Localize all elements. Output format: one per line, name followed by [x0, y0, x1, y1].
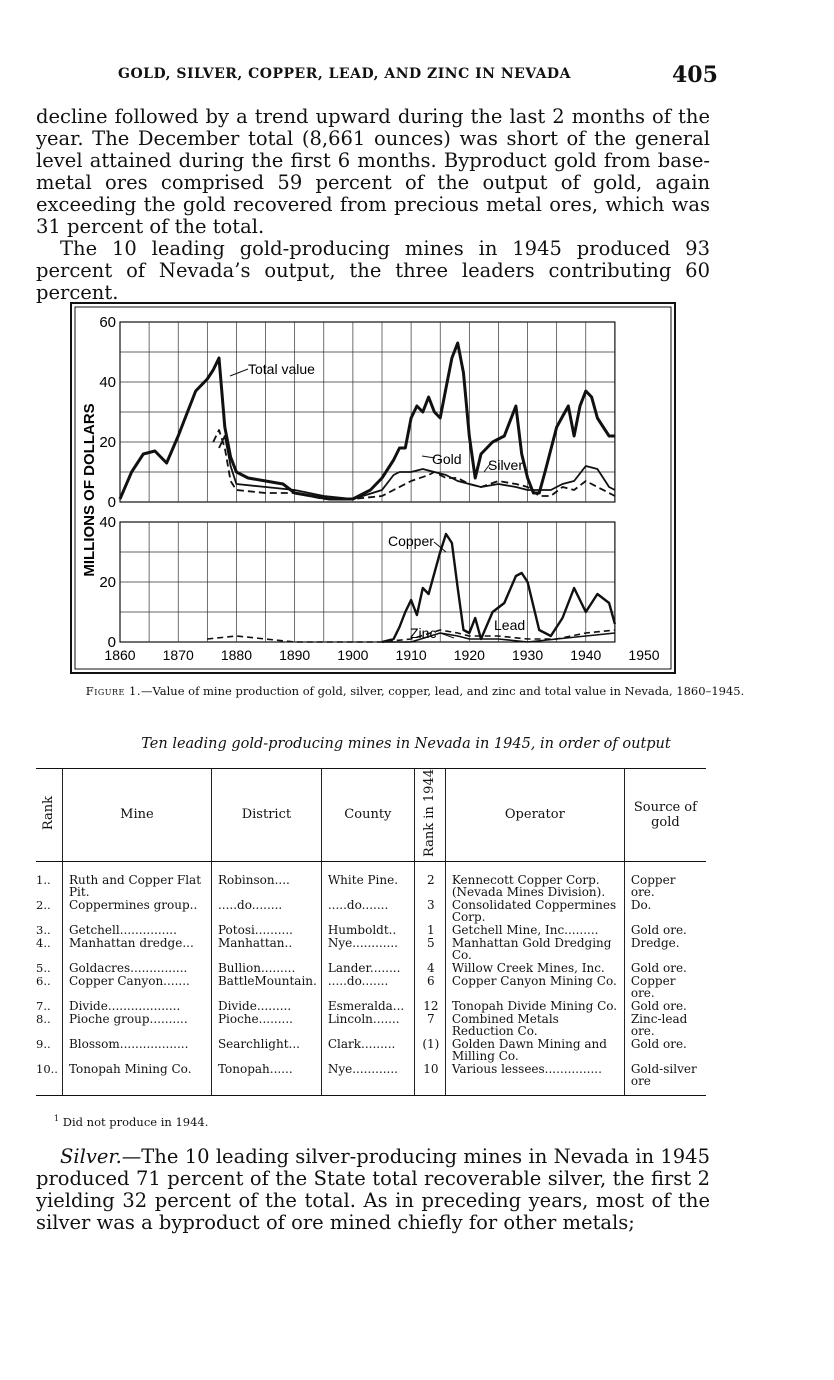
cell-county: Lander........	[321, 961, 414, 974]
cell-district: Robinson....	[211, 861, 321, 898]
header-source: Source of gold	[624, 769, 706, 862]
top-y-tick-label: 40	[99, 374, 116, 391]
cell-rank: 4..	[36, 935, 51, 950]
x-tick-label: 1910	[395, 647, 427, 663]
footnote-marker: 1	[54, 1114, 60, 1123]
cell-rank: 2..	[36, 897, 51, 912]
table-body	[36, 861, 706, 1095]
cell-district: Tonopah......	[211, 1062, 321, 1096]
cell-rank: 6..	[36, 973, 51, 988]
figure-caption-text: —Value of mine production of gold, silver, copper, lead, and zinc and total value in Nevada, 1860–1945.	[141, 684, 745, 698]
table-row	[36, 1062, 706, 1096]
cell-rank-1944: 5	[414, 936, 445, 961]
cell-county: Clark.........	[321, 1037, 414, 1062]
cell-rank: 3..	[36, 922, 51, 937]
label-zinc: Zinc	[410, 625, 437, 641]
cell-source: Gold ore.	[624, 1037, 706, 1062]
silver-body: —The 10 leading silver-producing mines in Nevada in 1945 produced 71 percent of the State total recoverable silver, the first 2 yielding 32 percent of the total. As in preceding years, most of the silver was a byproduct of ore mined chiefly for other metals;	[36, 1145, 710, 1234]
cell-source: Dredge.	[624, 936, 706, 961]
cell-source: Do.	[624, 898, 706, 923]
header-county: County	[321, 769, 414, 862]
cell-operator: Various lessees...............	[445, 1062, 624, 1096]
figure-caption-lead: Figure 1.	[85, 684, 142, 698]
page-number: 405	[672, 62, 718, 88]
table-row	[36, 936, 706, 961]
cell-rank: 8..	[36, 1011, 51, 1026]
cell-mine: Pioche group..........	[62, 1012, 211, 1037]
cell-operator: Combined Metals Reduction Co.	[445, 1012, 624, 1037]
cell-rank-1944: 1	[414, 923, 445, 936]
cell-county: .....do.......	[321, 974, 414, 999]
table-row	[36, 923, 706, 936]
table-row	[36, 898, 706, 923]
cell-operator: Golden Dawn Mining and Milling Co.	[445, 1037, 624, 1062]
table-header-row	[36, 769, 706, 862]
cell-rank: 7..	[36, 998, 51, 1013]
x-tick-label: 1930	[511, 647, 544, 663]
table-row	[36, 1012, 706, 1037]
silver-heading: Silver.	[60, 1145, 122, 1168]
cell-operator: Consolidated Coppermines Corp.	[445, 898, 624, 923]
cell-mine: Getchell...............	[62, 923, 211, 936]
cell-mine: Tonopah Mining Co.	[62, 1062, 211, 1096]
y-axis-label: MILLIONS OF DOLLARS	[81, 403, 98, 577]
cell-operator: Manhattan Gold Dredging Co.	[445, 936, 624, 961]
cell-county: Nye............	[321, 1062, 414, 1096]
bottom-y-tick-label: 20	[99, 574, 116, 591]
cell-rank-1944: 10	[414, 1062, 445, 1096]
cell-rank-1944: 3	[414, 898, 445, 923]
label-lead: Lead	[494, 617, 526, 633]
bottom-y-tick-label: 0	[107, 634, 116, 651]
cell-mine: Manhattan dredge...	[62, 936, 211, 961]
cell-mine: Copper Canyon.......	[62, 974, 211, 999]
cell-rank: 5..	[36, 960, 51, 975]
cell-operator: Copper Canyon Mining Co.	[445, 974, 624, 999]
x-tick-label: 1900	[337, 647, 369, 663]
cell-county: White Pine.	[321, 861, 414, 898]
cell-rank: 9..	[36, 1036, 51, 1051]
running-title: GOLD, SILVER, COPPER, LEAD, AND ZINC IN NEVADA	[118, 66, 571, 82]
series-total-value	[120, 343, 615, 499]
cell-rank-1944: 12	[414, 999, 445, 1012]
header-rank-1944: Rank in 1944	[422, 769, 438, 857]
cell-district: Potosi..........	[211, 923, 321, 936]
cell-district: Divide.........	[211, 999, 321, 1012]
cell-mine: Blossom..................	[62, 1037, 211, 1062]
cell-district: BattleMountain.	[211, 974, 321, 999]
table-row	[36, 861, 706, 898]
footnote-text: Did not produce in 1944.	[62, 1114, 209, 1129]
header-district: District	[211, 769, 321, 862]
leading-mines-table	[36, 768, 706, 1096]
cell-mine: Ruth and Copper Flat Pit.	[62, 861, 211, 898]
cell-county: Lincoln.......	[321, 1012, 414, 1037]
cell-district: Pioche.........	[211, 1012, 321, 1037]
header-rank: Rank	[41, 795, 57, 831]
x-tick-label: 1950	[628, 647, 660, 663]
paragraph-gold-decline: decline followed by a trend upward during the last 2 months of the year. The December total (8,661 ounces) was short of the general level attained during the first 6 months. Byproduct gold from base-metal ores comprised 59 percent of the output of gold, again exceeding the gold recovered from precious metal ores, which was 31 percent of the total.	[36, 105, 710, 238]
top-y-tick-label: 60	[99, 314, 116, 331]
cell-county: Esmeralda...	[321, 999, 414, 1012]
table-row	[36, 974, 706, 999]
table-row	[36, 999, 706, 1012]
cell-district: Bullion.........	[211, 961, 321, 974]
cell-district: .....do........	[211, 898, 321, 923]
cell-district: Searchlight...	[211, 1037, 321, 1062]
cell-operator: Getchell Mine, Inc.........	[445, 923, 624, 936]
cell-rank-1944: (1)	[414, 1037, 445, 1062]
cell-county: Humboldt..	[321, 923, 414, 936]
x-tick-label: 1890	[279, 647, 311, 663]
header-operator: Operator	[445, 769, 624, 862]
cell-rank-1944: 2	[414, 861, 445, 898]
x-tick-label: 1860	[104, 647, 136, 663]
cell-mine: Coppermines group..	[62, 898, 211, 923]
label-gold: Gold	[432, 451, 462, 467]
cell-rank: 10..	[36, 1062, 62, 1096]
table-row	[36, 1037, 706, 1062]
header-mine: Mine	[62, 769, 211, 862]
cell-rank-1944: 7	[414, 1012, 445, 1037]
cell-source: Gold-silver ore	[624, 1062, 706, 1096]
top-y-tick-label: 0	[107, 494, 116, 511]
x-tick-label: 1940	[570, 647, 602, 663]
top-y-tick-label: 20	[99, 434, 116, 451]
cell-source: Copper ore.	[624, 974, 706, 999]
cell-district: Manhattan..	[211, 936, 321, 961]
cell-county: .....do.......	[321, 898, 414, 923]
cell-rank-1944: 4	[414, 961, 445, 974]
label-total-value: Total value	[248, 361, 315, 377]
cell-source: Zinc-lead ore.	[624, 1012, 706, 1037]
cell-operator: Kennecott Copper Corp. (Nevada Mines Division).	[445, 861, 624, 898]
cell-source: Gold ore.	[624, 961, 706, 974]
bottom-y-tick-label: 40	[99, 514, 116, 531]
label-copper: Copper	[388, 533, 434, 549]
running-header	[0, 62, 834, 90]
figure-caption	[30, 684, 800, 698]
cell-source: Gold ore.	[624, 999, 706, 1012]
table-row	[36, 961, 706, 974]
cell-rank: 1..	[36, 872, 51, 887]
cell-operator: Willow Creek Mines, Inc.	[445, 961, 624, 974]
paragraph-leading-mines: The 10 leading gold-producing mines in 1945 produced 93 percent of Nevada’s output, the three leaders contributing 60 percent.	[36, 237, 710, 304]
cell-operator: Tonopah Divide Mining Co.	[445, 999, 624, 1012]
cell-mine: Divide...................	[62, 999, 211, 1012]
label-pointer-total	[230, 369, 248, 376]
production-chart	[70, 302, 680, 676]
label-silver: Silver	[488, 457, 524, 473]
cell-rank-1944: 6	[414, 974, 445, 999]
series-gold	[219, 436, 615, 499]
table-footnote	[54, 1114, 208, 1129]
cell-source: Gold ore.	[624, 923, 706, 936]
x-tick-label: 1920	[453, 647, 485, 663]
paragraph-silver	[36, 1146, 710, 1234]
production-chart-svg	[70, 302, 680, 676]
x-tick-label: 1870	[162, 647, 194, 663]
cell-source: Copper ore.	[624, 861, 706, 898]
cell-county: Nye............	[321, 936, 414, 961]
cell-mine: Goldacres...............	[62, 961, 211, 974]
table-title: Ten leading gold-producing mines in Nevada in 1945, in order of output	[141, 736, 671, 752]
x-tick-label: 1880	[220, 647, 253, 663]
